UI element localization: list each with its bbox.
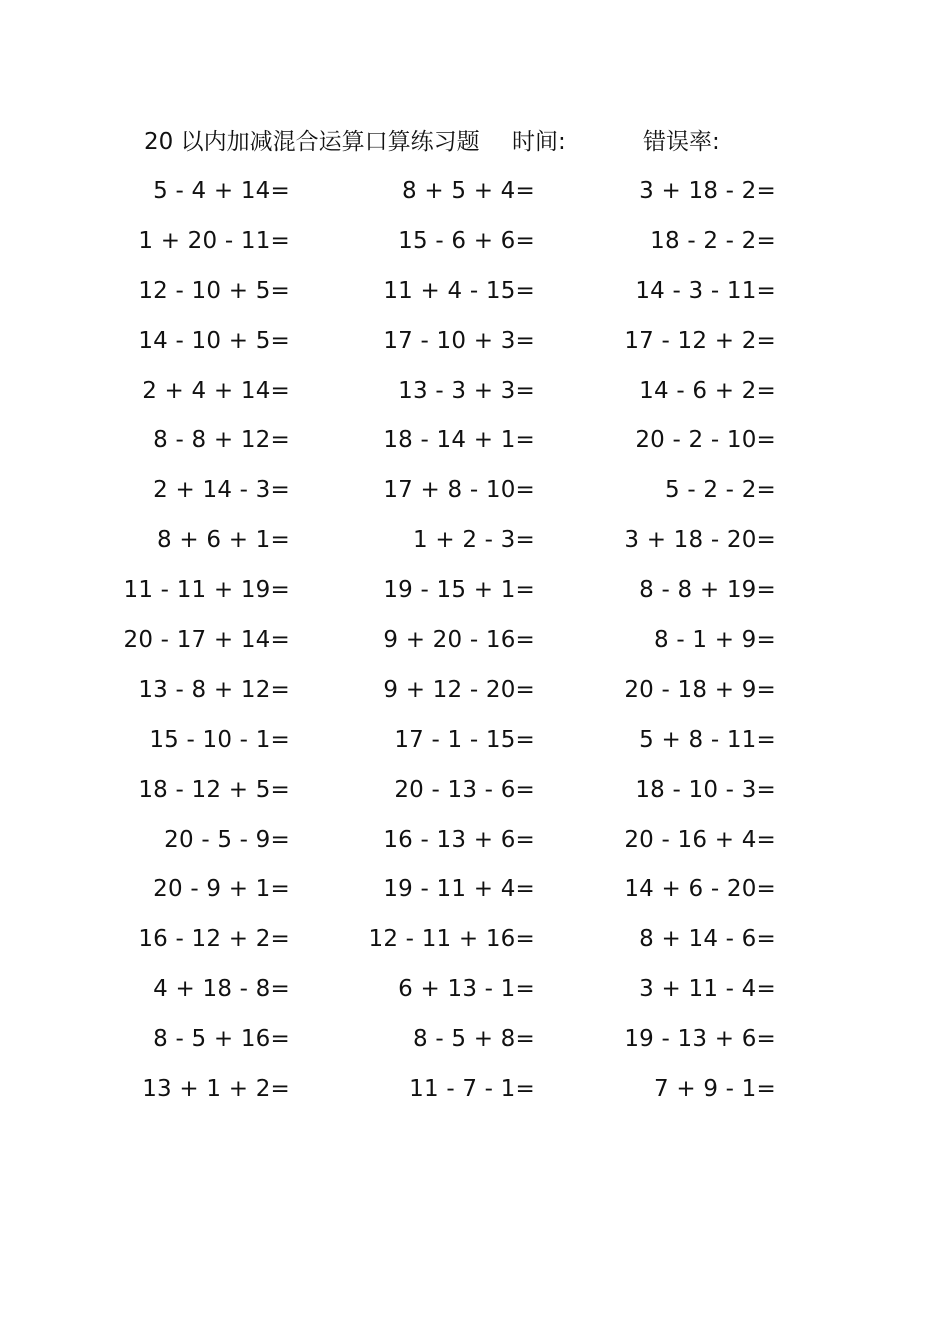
problem-row (0, 273, 950, 323)
math-problem: 18 - 2 - 2= (650, 227, 776, 254)
math-problem: 5 + 8 - 11= (639, 726, 776, 753)
math-problem: 20 - 18 + 9= (624, 676, 776, 703)
math-problem: 20 - 17 + 14= (123, 627, 290, 654)
math-problem: 20 - 13 - 6= (394, 776, 535, 803)
math-problem: 9 + 12 - 20= (383, 676, 535, 703)
math-problem: 14 - 10 + 5= (138, 327, 290, 354)
math-problem: 1 + 20 - 11= (138, 227, 290, 254)
problem-row (0, 1071, 950, 1121)
problem-row (0, 871, 950, 921)
math-problem: 8 - 8 + 12= (153, 427, 290, 454)
math-problem: 3 + 18 - 20= (624, 527, 776, 554)
problem-row (0, 472, 950, 522)
math-problem: 17 + 8 - 10= (383, 477, 535, 504)
problem-grid (0, 173, 950, 1121)
math-problem: 8 + 14 - 6= (639, 926, 776, 953)
math-problem: 13 - 8 + 12= (138, 676, 290, 703)
math-problem: 15 - 6 + 6= (398, 227, 535, 254)
problem-row (0, 1021, 950, 1071)
math-problem: 8 - 1 + 9= (654, 627, 776, 654)
problem-row (0, 373, 950, 423)
math-problem: 13 + 1 + 2= (142, 1076, 290, 1103)
math-problem: 12 - 10 + 5= (138, 277, 290, 304)
math-problem: 14 - 6 + 2= (639, 377, 776, 404)
math-problem: 16 - 13 + 6= (383, 826, 535, 853)
problem-row (0, 722, 950, 772)
math-problem: 9 + 20 - 16= (383, 627, 535, 654)
problem-row (0, 173, 950, 223)
math-problem: 2 + 14 - 3= (153, 477, 290, 504)
math-problem: 20 - 16 + 4= (624, 826, 776, 853)
math-problem: 7 + 9 - 1= (654, 1076, 776, 1103)
math-problem: 3 + 18 - 2= (639, 178, 776, 204)
math-problem: 18 - 12 + 5= (138, 776, 290, 803)
time-label: 时间: (512, 129, 566, 155)
math-problem: 14 + 6 - 20= (624, 876, 776, 903)
math-problem: 3 + 11 - 4= (639, 976, 776, 1003)
math-problem: 11 - 11 + 19= (123, 577, 290, 604)
math-problem: 8 + 5 + 4= (402, 178, 535, 204)
math-problem: 18 - 10 - 3= (635, 776, 776, 803)
problem-row (0, 971, 950, 1021)
problem-row (0, 522, 950, 572)
math-problem: 17 - 10 + 3= (383, 327, 535, 354)
math-problem: 8 + 6 + 1= (157, 527, 290, 554)
math-problem: 15 - 10 - 1= (149, 726, 290, 753)
math-problem: 20 - 9 + 1= (153, 876, 290, 903)
math-problem: 4 + 18 - 8= (153, 976, 290, 1003)
math-problem: 5 - 2 - 2= (664, 477, 776, 504)
worksheet-header (0, 124, 950, 160)
problem-row (0, 772, 950, 822)
math-problem: 19 - 15 + 1= (383, 577, 535, 604)
problem-row (0, 223, 950, 273)
problem-row (0, 323, 950, 373)
problem-row (0, 822, 950, 872)
math-problem: 8 - 5 + 8= (413, 1026, 535, 1053)
math-problem: 11 + 4 - 15= (383, 277, 535, 304)
problem-row (0, 921, 950, 971)
math-problem: 14 - 3 - 11= (635, 277, 776, 304)
math-problem: 20 - 5 - 9= (164, 826, 290, 853)
math-problem: 19 - 11 + 4= (383, 876, 535, 903)
math-problem: 8 - 8 + 19= (639, 577, 776, 604)
math-problem: 20 - 2 - 10= (635, 427, 776, 454)
math-problem: 18 - 14 + 1= (383, 427, 535, 454)
math-problem: 19 - 13 + 6= (624, 1026, 776, 1053)
math-problem: 13 - 3 + 3= (398, 377, 535, 404)
math-problem: 8 - 5 + 16= (153, 1026, 290, 1053)
math-problem: 12 - 11 + 16= (368, 926, 535, 953)
math-problem: 2 + 4 + 14= (142, 377, 290, 404)
math-problem: 6 + 13 - 1= (398, 976, 535, 1003)
worksheet-title: 20 以内加减混合运算口算练习题 (144, 129, 480, 155)
math-problem: 11 - 7 - 1= (409, 1076, 535, 1103)
problem-row (0, 672, 950, 722)
math-problem: 17 - 12 + 2= (624, 327, 776, 354)
problem-row (0, 572, 950, 622)
math-problem: 5 - 4 + 14= (153, 178, 290, 204)
math-problem: 1 + 2 - 3= (413, 527, 535, 554)
math-problem: 16 - 12 + 2= (138, 926, 290, 953)
error-rate-label: 错误率: (643, 129, 720, 155)
problem-row (0, 622, 950, 672)
problem-row (0, 422, 950, 472)
math-problem: 17 - 1 - 15= (394, 726, 535, 753)
